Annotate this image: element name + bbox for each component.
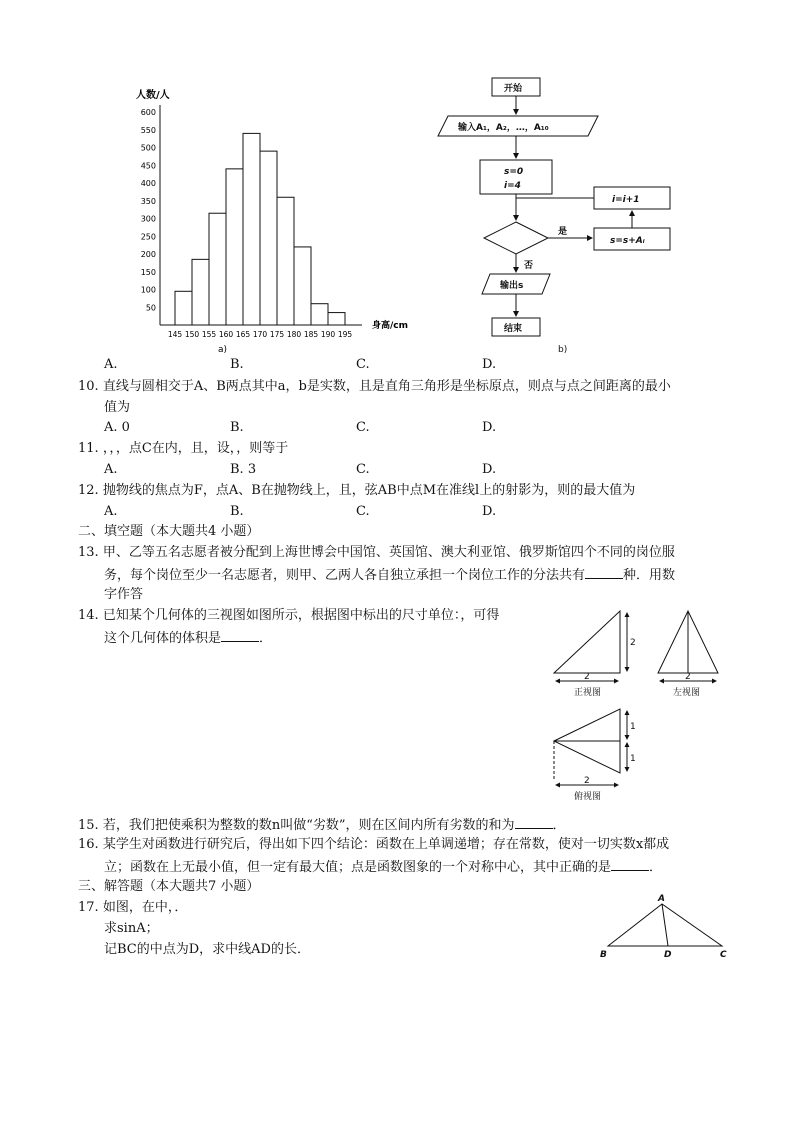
front-width-dim: 2: [584, 672, 590, 682]
histogram-x-tick: 165: [235, 330, 251, 339]
histogram-y-tick: 50: [145, 303, 156, 313]
histogram-x-tick: 190: [320, 330, 336, 339]
flow-output-label: 输出s: [500, 281, 524, 291]
histogram-bar: [192, 259, 209, 325]
vertex-a: A: [658, 894, 665, 904]
histogram-y-tick: 450: [140, 161, 156, 171]
point-d: D: [664, 950, 672, 960]
flow-increment-label: i=i+1: [612, 195, 640, 205]
histogram-y-tick: 300: [140, 214, 156, 224]
histogram-bar: [243, 133, 260, 325]
histogram-bar: [277, 197, 294, 325]
q17-line2: 求sinA；: [104, 921, 159, 936]
q10-line1: 10. 直线与圆相交于A、B两点其中a，b是实数，且是直角三角形是坐标原点，则点与点之间距离的最小: [78, 379, 671, 394]
histogram-bar: [175, 291, 192, 325]
q12-option-a: A.: [104, 504, 118, 519]
q12-option-d: D.: [482, 504, 497, 519]
histogram-y-tick: 350: [140, 196, 156, 206]
q11-line: 11. ，，，点C在内，且，设，，则等于: [78, 441, 289, 456]
q10-option-c: C.: [356, 420, 370, 435]
q10-option-d: D.: [482, 420, 497, 435]
histogram-y-tick: 600: [140, 108, 156, 118]
histogram-ylabel: 人数/人: [136, 90, 170, 101]
top-dim-1a: 1: [630, 722, 636, 732]
histogram-y-tick: 250: [140, 232, 156, 242]
top-view-label: 俯视图: [574, 792, 602, 802]
histogram-xlabel: 身高/cm: [372, 321, 409, 331]
histogram-x-tick: 175: [269, 330, 285, 339]
front-height-dim: 2: [630, 638, 636, 648]
q16-answer-blank[interactable]: [611, 856, 649, 871]
histogram-bar: [294, 247, 311, 325]
histogram-x-tick: 180: [286, 330, 302, 339]
histogram-y-tick: 550: [140, 125, 156, 135]
histogram-x-tick: 195: [337, 330, 353, 339]
histogram-y-tick: 500: [140, 143, 156, 153]
q9-option-d: D.: [482, 357, 497, 372]
q13-line2: 务，每个岗位至少一名志愿者，则甲、乙两人各自独立承担一个岗位工作的分法共有 种．用数: [104, 564, 675, 586]
histogram-x-tick: 145: [167, 330, 183, 339]
q13-line3: 字作答: [104, 587, 144, 602]
q13-answer-blank[interactable]: [585, 564, 623, 579]
flow-init-i: i=4: [504, 181, 521, 191]
flow-accumulate-label: s=s+Aᵢ: [610, 236, 645, 246]
q9-option-c: C.: [356, 357, 370, 372]
histogram-caption: a): [218, 345, 228, 355]
flow-caption: b): [558, 345, 568, 355]
q10-line2: 值为: [104, 400, 131, 415]
side-view-label: 左视图: [673, 688, 701, 698]
histogram-y-tick: 200: [140, 250, 156, 260]
q12-option-c: C.: [356, 504, 370, 519]
q16-line1: 16. 某学生对函数进行研究后，得出如下四个结论：函数在上单调递增；存在常数，使对一切实数x都成: [78, 837, 670, 852]
section-3-heading: 三、解答题（本大题共7 小题）: [78, 879, 260, 894]
flow-end-label: 结束: [504, 324, 523, 334]
flow-start-label: 开始: [504, 84, 523, 94]
vertex-c: C: [720, 950, 727, 960]
q15-line: 15. 若，我们把使乘积为整数的数n叫做“劣数”，则在区间内所有劣数的和为 ．: [78, 814, 566, 836]
q11-option-a: A.: [104, 462, 118, 477]
q13-line1: 13. 甲、乙等五名志愿者被分配到上海世博会中国馆、英国馆、澳大利亚馆、俄罗斯馆四个不同的岗位服: [78, 545, 675, 560]
histogram-bar: [311, 304, 328, 325]
histogram-y-tick: 400: [140, 179, 156, 189]
histogram-x-tick: 170: [252, 330, 268, 339]
vertex-b: B: [600, 950, 607, 960]
q11-option-d: D.: [482, 462, 497, 477]
histogram-x-tick: 185: [303, 330, 319, 339]
triangle-abc-figure: [596, 892, 736, 962]
side-width-dim: 2: [685, 672, 691, 682]
q14-answer-blank[interactable]: [221, 627, 259, 642]
histogram-bar: [260, 151, 277, 325]
flow-decision: [484, 222, 548, 254]
section-2-heading: 二、填空题（本大题共4 小题）: [78, 524, 260, 539]
q10-option-b: B.: [230, 420, 244, 435]
histogram-x-tick: 150: [184, 330, 200, 339]
q12-option-b: B.: [230, 504, 244, 519]
q11-option-b: B. 3: [230, 462, 257, 477]
histogram-bar: [226, 169, 243, 325]
height-histogram: [130, 80, 409, 360]
top-dim-1b: 1: [630, 754, 636, 764]
three-view-figure: [548, 605, 748, 805]
front-view-triangle: [554, 611, 620, 673]
flowchart: [430, 72, 680, 357]
flow-no-label: 否: [524, 261, 534, 271]
histogram-bar: [209, 213, 226, 325]
flow-yes-label: 是: [558, 227, 568, 237]
histogram-y-tick: 100: [140, 285, 156, 295]
q17-line1: 17. 如图，在中，．: [78, 900, 188, 915]
front-view-label: 正视图: [574, 688, 602, 698]
q10-option-a: A. 0: [104, 420, 130, 435]
q15-answer-blank[interactable]: [515, 814, 553, 829]
q14-line2: 这个几何体的体积是 ．: [104, 627, 272, 649]
histogram-bar: [328, 313, 345, 325]
median-ad: [662, 904, 668, 946]
q14-line1: 14. 已知某个几何体的三视图如图所示，根据图中标出的尺寸单位：，可得: [78, 608, 500, 623]
q9-option-b: B.: [230, 357, 244, 372]
histogram-y-tick: 150: [140, 267, 156, 277]
histogram-x-tick: 155: [201, 330, 217, 339]
flow-init-s: s=0: [504, 167, 524, 177]
q16-line2: 立；函数在上无最小值，但一定有最大值；点是函数图象的一个对称中心，其中正确的是 ．: [104, 856, 662, 878]
q11-option-c: C.: [356, 462, 370, 477]
q9-option-a: A.: [104, 357, 118, 372]
histogram-x-tick: 160: [218, 330, 234, 339]
flow-input-label: 输入A₁，A₂，…，A₁₀: [458, 123, 549, 133]
q17-line3: 记BC的中点为D，求中线AD的长．: [104, 942, 310, 957]
q12-line: 12. 抛物线的焦点为F，点A、B在抛物线上，且，弦AB中点M在准线l上的射影为，则的最大值为: [78, 483, 636, 498]
top-width-dim: 2: [584, 776, 590, 786]
